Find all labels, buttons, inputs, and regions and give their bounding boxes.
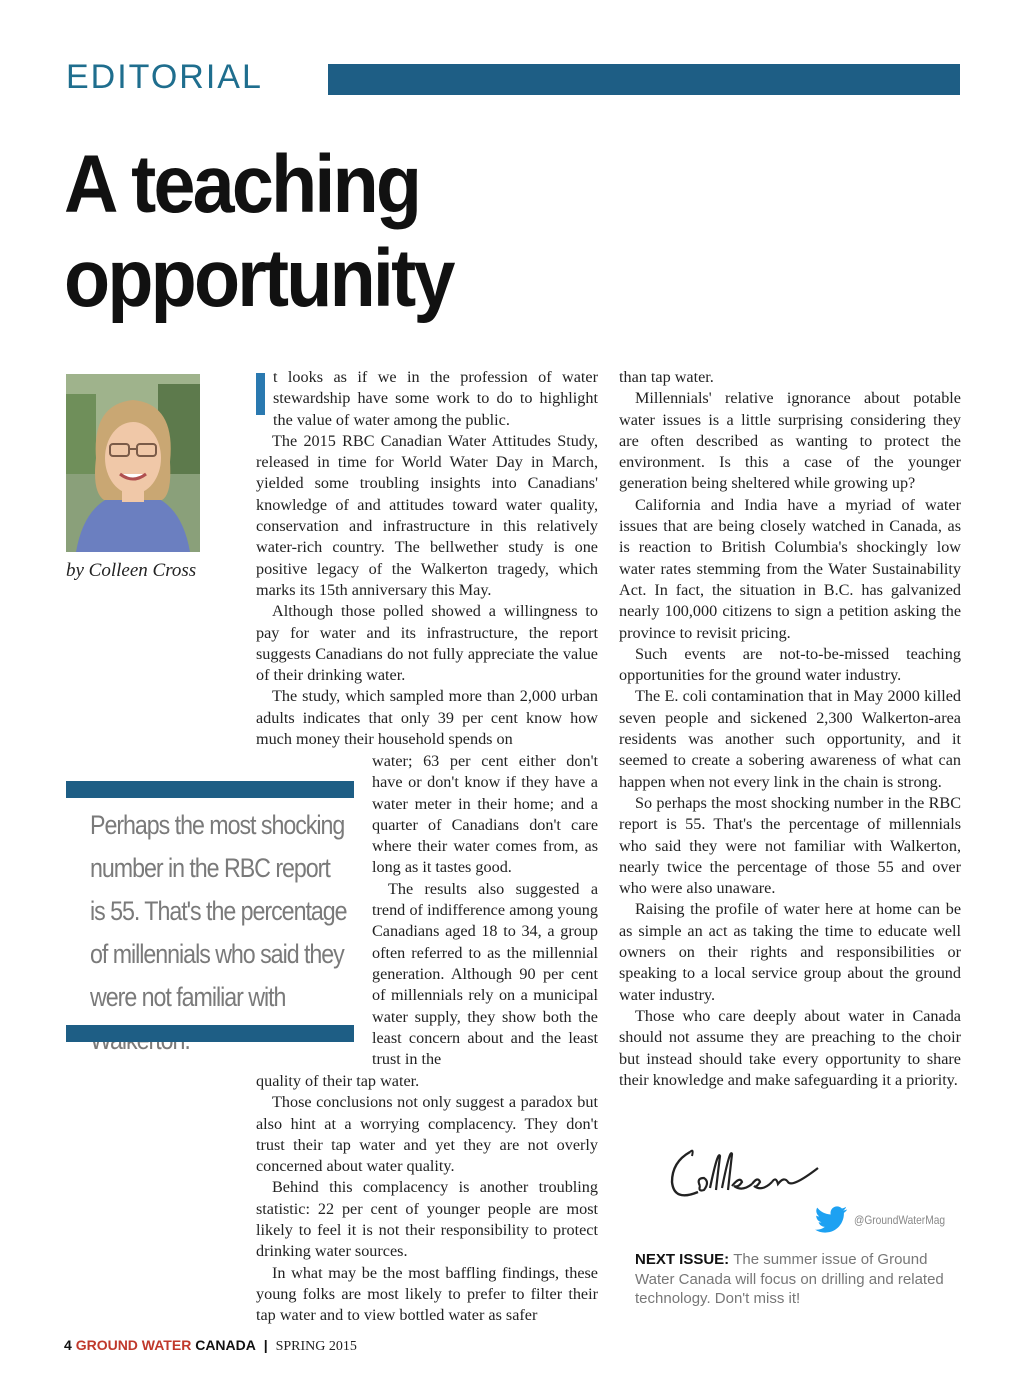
article-column-1-top [256,367,598,750]
article-paragraph: The study, which sampled more than 2,000 urban adults indicates that only 39 per cent know how much money their household spends on [256,687,598,749]
article-paragraph: t looks as if we in the profession of water stewardship have some work to do to highlight the value of water among the public. [256,367,598,431]
footer-separator: | [263,1337,268,1353]
article-paragraph: The E. coli contamination that in May 2000 killed seven people and sickened 2,300 Walkerton-area residents was another such opportunity, and it seemed to create a sobering awareness of what can happen when not every link in the chain is strong. [619,687,961,791]
author-portrait-image [66,374,200,552]
article-paragraph: Such events are not-to-be-missed teaching opportunities for the ground water industry. [619,644,961,685]
next-issue-note [635,1250,960,1309]
byline: by Colleen Cross [66,560,197,581]
article-column-1-wrap [372,751,598,1070]
headline [64,138,453,326]
article-paragraph: than tap water. [619,368,714,386]
article-paragraph: Those conclusions not only suggest a paradox but also hint at a worrying complacency. They don't trust their tap water and yet they are not overly concerned about water quality. [256,1093,598,1176]
article-column-1-bottom [256,1071,598,1327]
article-paragraph: quality of their tap water. [256,1072,420,1090]
article-paragraph: The results also suggested a trend of indifference among young Canadians aged 18 to 34, a group often referred to as the millennial generation. Although 90 per cent of millennials rely on a municipal water supply, they show both the least concern about and the least trust in the [372,879,598,1069]
next-issue-text: The summer issue of Ground Water Canada will focus on drilling and related technology. Don't miss it! [635,1251,944,1307]
headline-line-2: opportunity [64,233,453,324]
drop-cap [256,373,265,415]
footer-issue: SPRING 2015 [275,1339,357,1354]
next-issue-label: NEXT ISSUE: [635,1251,730,1268]
author-photo [66,374,200,552]
headline-line-1: A teaching [64,139,420,230]
page-footer [64,1337,357,1355]
signature [668,1142,828,1209]
section-rule [328,64,960,95]
twitter-handle[interactable]: @GroundWaterMag [854,1213,946,1227]
handwritten-signature [668,1142,828,1204]
article-paragraph: In what may be the most baffling findings, these young folks are most likely to prefer to filter their tap water and to view bottled water as safer [256,1263,598,1325]
article-column-2 [619,367,961,1091]
article-paragraph: water; 63 per cent either don't have or don't know if they have a water meter in their home; and a quarter of Canadians don't care where their water comes from, as long as it tastes good. [372,752,598,877]
pullquote: Perhaps the most shocking number in the RBC report is 55. That's the percentage of millennials who said they were not familiar with [90,810,347,1012]
article-paragraph: So perhaps the most shocking number in the RBC report is 55. That's the percentage of millennials who said they were not familiar with Walkerton, nearly twice the percentage of those 55 and over who were also unaware. [619,793,961,898]
section-label: EDITORIAL [66,58,263,96]
footer-brand-canada: CANADA [195,1337,256,1353]
footer-brand-ground-water: GROUND WATER [75,1337,192,1353]
pullquote-rule-top [66,781,354,798]
page-number: 4 [64,1337,72,1353]
article-paragraph: Behind this complacency is another troubling statistic: 22 per cent of younger people are most likely to feel it is not their responsibility to protect drinking water sources. [256,1178,598,1261]
article-paragraph: Raising the profile of water here at home can be as simple an act as taking the time to educate well owners on their rights and responsibilities or speaking to a local service group about the ground water industry. [619,900,961,1004]
pullquote-rule-bottom [66,1025,354,1042]
article-paragraph: Although those polled showed a willingness to pay for water and its infrastructure, the report suggests Canadians do not fully appreciate the value of their drinking water. [256,602,598,685]
twitter-icon[interactable] [814,1206,848,1239]
article-paragraph: Millennials' relative ignorance about potable water issues is a little surprising considering they are often described as wanting to protect the environment. Is this a case of the younger generation being sheltered while growing up? [619,389,961,493]
article-paragraph: California and India have a myriad of water issues that are being closely watched in Canada, as is reaction to British Columbia's shockingly low water rates stemming from the Water Sustainability Act. In fact, the situation in B.C. has galvanized nearly 100,000 citizens to sign a petition asking the province to revisit pricing. [619,495,961,642]
article-paragraph: The 2015 RBC Canadian Water Attitudes Study, released in time for World Water Day in March, yielded some troubling insights into Canadians' knowledge of and attitudes toward water quality, conservation and infrastructure in this relatively water-rich country. The bellwether study is one positive legacy of the Walkerton tragedy, which marks its 15th anniversary this May. [256,431,598,599]
article-paragraph: Those who care deeply about water in Canada should not assume they are preaching to the choir but instead should take every opportunity to share their knowledge and make safeguarding it a priority. [619,1006,961,1089]
